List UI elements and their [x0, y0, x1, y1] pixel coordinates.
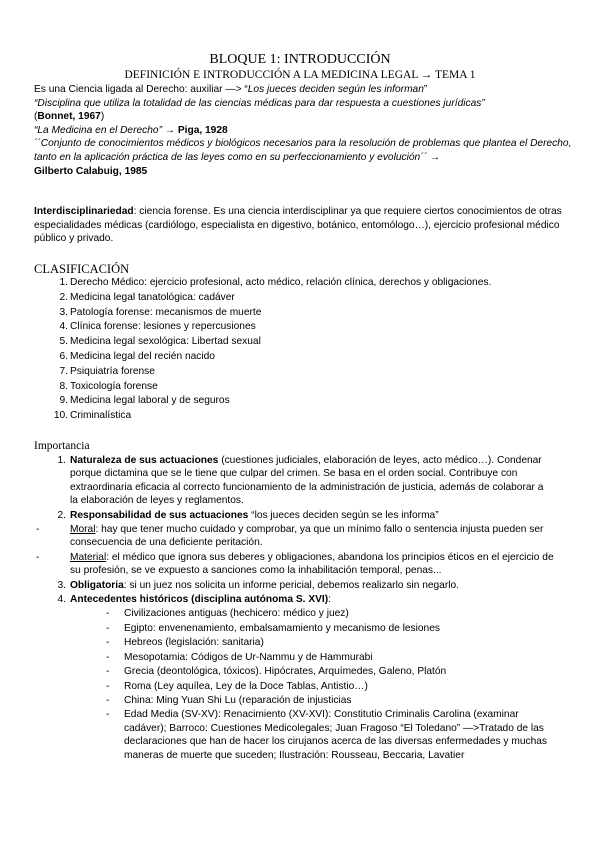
historia-text: Grecia (deontológica, tóxicos). Hipócrates, Arquímedes, Galeno, Platón [124, 666, 447, 678]
piga-line [34, 124, 574, 138]
item-term: Moral [70, 524, 96, 536]
dash-bullet: - [106, 680, 110, 692]
clasificacion-item [34, 365, 491, 380]
arrow: → [427, 151, 441, 163]
calabuig-quote: ´´Conjunto de conocimientos médicos y biológicos necesarios para la resolución de problemas que plantea el Derecho, tanto en la aplicación práctica de las leyes como en su perfeccionamiento y evolución´´ [34, 138, 572, 163]
interdisciplinariedad-paragraph [34, 205, 574, 246]
historia-text: Egipto: envenenamiento, embalsamamiento y mecanismo de lesiones [124, 622, 440, 634]
clasificacion-heading: CLASIFICACIÓN [34, 262, 130, 276]
dash-bullet: - [106, 651, 110, 663]
piga-author: Piga, 1928 [177, 124, 228, 136]
item-text: : el médico que ignora sus deberes y obligaciones, abandona los principios éticos en el ejercicio de su profesión, se ve expuesto a sanciones como la inhabilitación temporal, penas... [70, 551, 554, 577]
intro-quote: Los jueces deciden según les informan [247, 84, 424, 95]
item-text: Criminalística [70, 410, 132, 422]
historia-item [34, 680, 554, 693]
intro-section [34, 83, 574, 178]
intro-text: Es una Ciencia ligada al Derecho: auxiliar —> “ [34, 84, 248, 95]
historia-text: Civilizaciones antiguas (hechicero: médico y juez) [124, 608, 349, 620]
dash-bullet: - [36, 551, 40, 563]
historia-text: Mesopotamia: Códigos de Ur-Nammu y de Hammurabi [124, 651, 373, 663]
item-number: 4. [59, 321, 68, 333]
dash-bullet: - [106, 709, 110, 721]
clasificacion-item [34, 291, 491, 306]
item-number: 2. [57, 509, 66, 521]
item-heading: Obligatoria [70, 579, 124, 591]
clasificacion-item [34, 306, 491, 321]
item-text: Toxicología forense [70, 380, 158, 392]
item-number: 9. [59, 395, 68, 407]
clasificacion-item [34, 276, 491, 291]
clasificacion-item [34, 350, 491, 365]
importancia-list [34, 454, 554, 763]
item-number: 4. [57, 594, 66, 606]
item-text: “los jueces deciden según se les informa” [248, 509, 439, 521]
historia-item [34, 607, 554, 620]
list-item [34, 509, 554, 522]
item-heading: Antecedentes históricos (disciplina autónoma S. XVI) [70, 594, 329, 606]
dash-bullet: - [106, 694, 110, 706]
calabuig-author: Gilberto Calabuig, 1985 [34, 165, 148, 177]
item-number: 5. [59, 336, 68, 348]
item-text: Medicina legal tanatológica: cadáver [70, 291, 235, 303]
clasificacion-item [34, 409, 491, 424]
dash-bullet: - [106, 608, 110, 620]
arrow: → [161, 124, 178, 136]
item-text: (cuestiones judiciales, elaboración de leyes, acto médico…). Condenar porque dictamina que se le tiene que culpar del crimen. Se basa en el orden social. Contribuye con extraordinaria eficacia al correcto funcionamiento de la administración de justicia, además de colaborar a la elaboración de leyes y reglamentos. [70, 455, 544, 507]
calabuig-line [34, 137, 574, 164]
item-number: 2. [59, 291, 68, 303]
historia-text: Roma (Ley aquílea, Ley de la Doce Tablas, Antistio…) [124, 680, 368, 692]
item-term: Material [70, 551, 107, 563]
historia-text: China: Ming Yuan Shi Lu (reparación de injusticias [124, 694, 352, 706]
importancia-heading: Importancia [34, 440, 90, 452]
dash-bullet: - [106, 622, 110, 634]
historia-item [34, 651, 554, 664]
interdisciplinariedad-term: Interdisciplinariedad [34, 206, 134, 217]
paren: ) [100, 111, 105, 123]
list-item [34, 551, 554, 578]
item-text: : si un juez nos solicita un informe pericial, debemos realizarlo sin negarlo. [123, 579, 460, 591]
item-number: 8. [59, 380, 68, 392]
historia-item [34, 636, 554, 649]
item-text: : hay que tener mucho cuidado y comprobar, ya que un mínimo fallo o sentencia injusta pueden ser consecuencia de una deficiente peritación. [70, 524, 544, 549]
dash-bullet: - [106, 666, 110, 678]
clasificacion-item [34, 394, 491, 409]
item-text: Psiquiatría forense [70, 365, 155, 377]
dash-bullet: - [36, 524, 40, 536]
item-number: 6. [59, 350, 68, 362]
item-text: : [328, 594, 331, 606]
historia-item [34, 708, 554, 762]
bonnet-author: Bonnet, 1967 [37, 111, 101, 123]
item-number: 1. [59, 277, 68, 288]
bonnet-quote: “Disciplina que utiliza la totalidad de las ciencias médicas para dar respuesta a cuestiones jurídicas” [34, 97, 485, 109]
item-text: Medicina legal del recién nacido [70, 350, 215, 362]
clasificacion-item [34, 380, 491, 395]
item-text: Medicina legal sexológica: Libertad sexual [70, 336, 261, 348]
item-number: 10. [53, 410, 68, 422]
item-heading: Naturaleza de sus actuaciones [70, 455, 219, 466]
historia-text: Edad Media (SV-XV): Renacimiento (XV-XVI): Constitutio Criminalis Carolina (examinar cadáver); Barroco: Cuestiones Medicolegales; Juan Fragoso “El Toledano” —>Tratado de las declaraciones que han de hacer los cirujanos acerca de las diversas enfermedades y muchas maneras de muerte que suceden; Ilustración: Rousseau, Beccaria, Lavatier [124, 709, 548, 761]
item-number: 7. [59, 365, 68, 377]
item-number: 3. [59, 306, 68, 318]
historia-sublist [34, 607, 554, 761]
item-heading: Responsabilidad de sus actuaciones [70, 509, 249, 521]
clasificacion-item [34, 335, 491, 350]
piga-quote: “La Medicina en el Derecho” [34, 124, 162, 136]
list-item [34, 454, 554, 508]
intro-line-definition [34, 83, 574, 97]
list-item [34, 523, 554, 550]
clasificacion-item [34, 320, 491, 335]
historia-item [34, 665, 554, 678]
page-subtitle: DEFINICIÓN E INTRODUCCIÓN A LA MEDICINA LEGAL → TEMA 1 [124, 69, 476, 81]
page-title: BLOQUE 1: INTRODUCCIÓN [209, 52, 391, 67]
dash-bullet: - [106, 637, 110, 649]
item-number: 3. [57, 579, 66, 591]
list-item [34, 579, 554, 592]
item-text: Patología forense: mecanismos de muerte [70, 306, 262, 318]
item-text: Medicina legal laboral y de seguros [70, 395, 230, 407]
historia-text: Hebreos (legislación: sanitaria) [124, 637, 264, 649]
intro-text: ” [423, 84, 428, 95]
interdisciplinariedad-text: : ciencia forense. Es una ciencia interdisciplinar ya que requiere ciertos conocimientos de otras especialidades médicas (cardiólogo, especialista en digestivo, botánico, entomólogo…), ejercicio profesional médico público y privado. [34, 206, 562, 245]
item-text: Derecho Médico: ejercicio profesional, acto médico, relación clínica, derechos y obligaciones. [70, 277, 492, 288]
paren: ( [34, 111, 38, 123]
historia-item [34, 622, 554, 635]
item-text: Clínica forense: lesiones y repercusiones [70, 321, 256, 333]
item-number: 1. [57, 455, 66, 466]
bonnet-citation [34, 110, 574, 124]
historia-item [34, 694, 554, 707]
clasificacion-list [34, 276, 491, 424]
list-item [34, 593, 554, 606]
